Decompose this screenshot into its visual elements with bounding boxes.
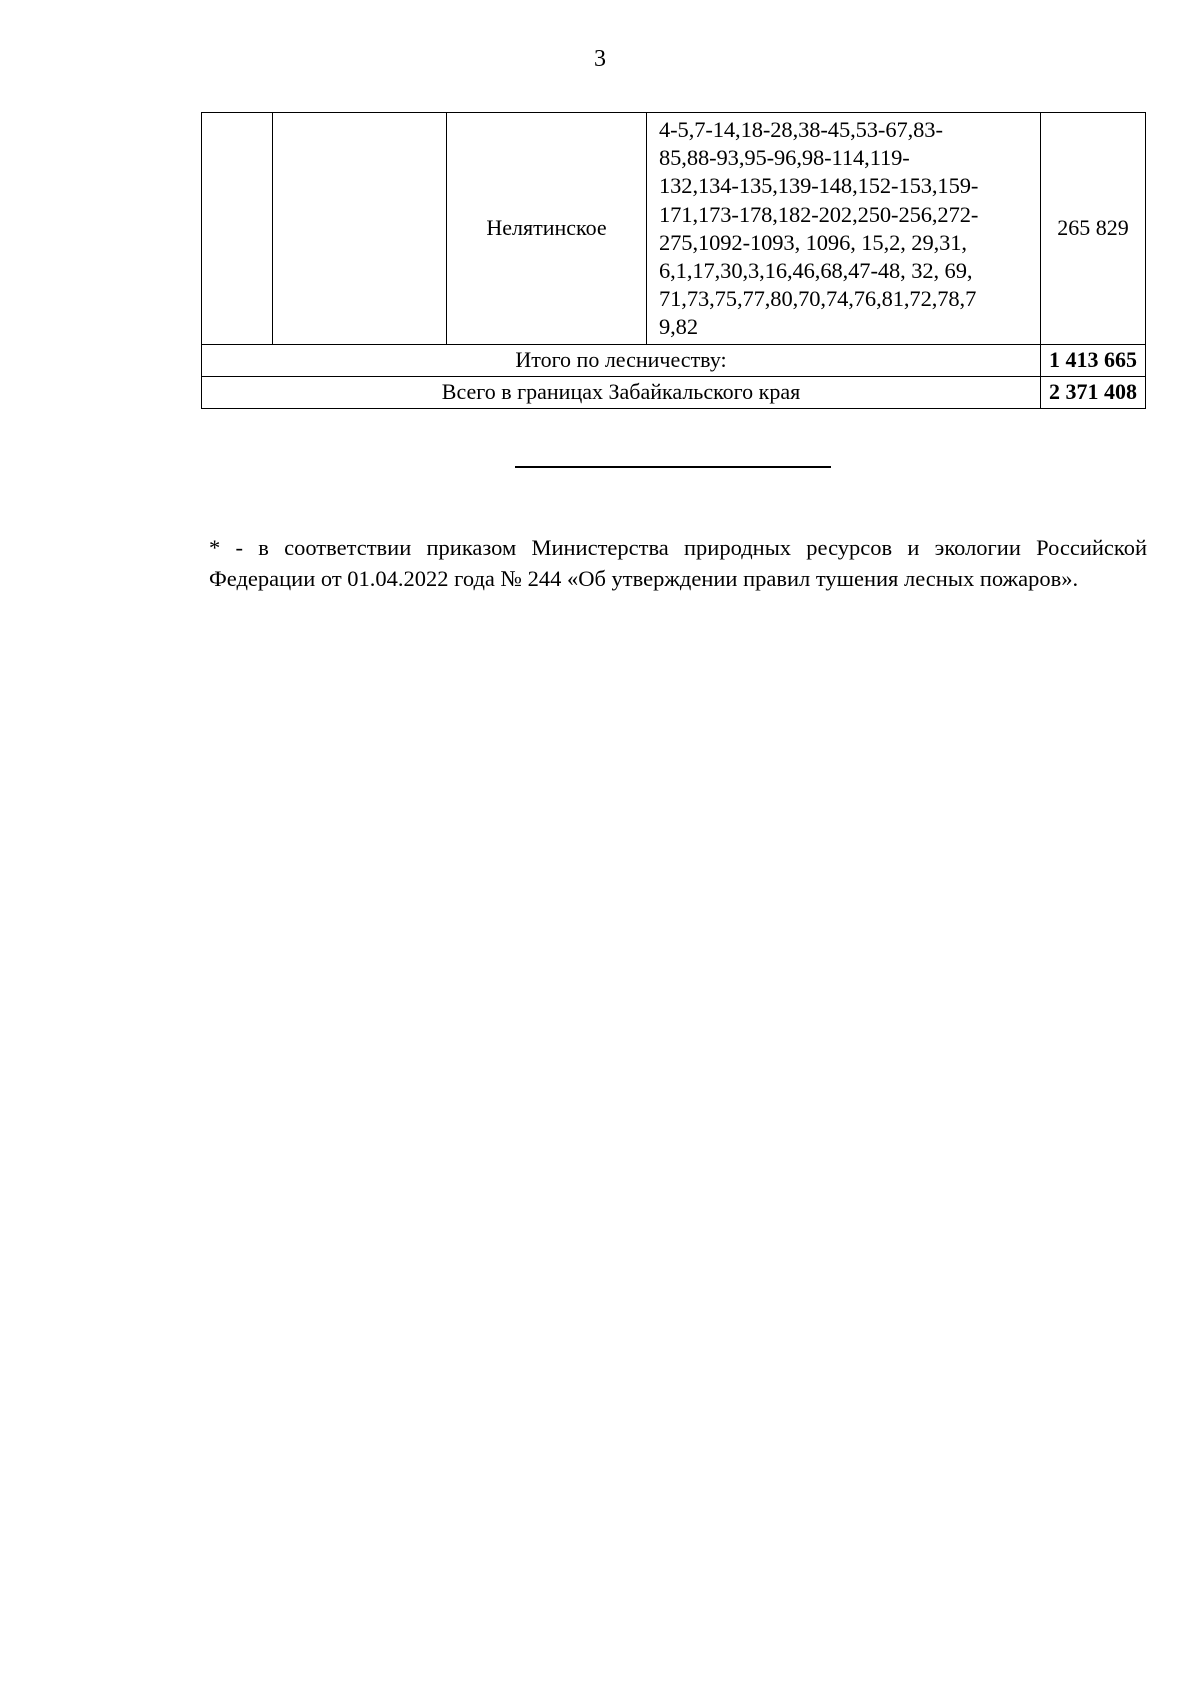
table-cell-forestry bbox=[273, 113, 447, 345]
region-total-row bbox=[202, 376, 1146, 408]
quarters-line: 85,88-93,95-96,98-114,119- bbox=[659, 145, 910, 171]
quarters-line: 9,82 bbox=[659, 314, 698, 340]
table-cell-area: 265 829 bbox=[1041, 113, 1146, 345]
separator-line bbox=[515, 466, 831, 468]
region-total-value: 2 371 408 bbox=[1041, 376, 1146, 408]
quarters-line: 275,1092-1093, 1096, 15,2, 29,31, bbox=[659, 229, 967, 255]
forestry-total-label: Итого по лесничеству: bbox=[202, 344, 1041, 376]
region-total-label: Всего в границах Забайкальского края bbox=[202, 376, 1041, 408]
footnote-line: * - в соответствии приказом Министерства природных ресурсов и экологии Российской bbox=[209, 535, 1147, 560]
footnote bbox=[209, 532, 1147, 594]
table-cell-number bbox=[202, 113, 273, 345]
forestry-table bbox=[201, 112, 1146, 409]
table-cell-quarters bbox=[647, 113, 1041, 345]
table-row bbox=[202, 113, 1146, 345]
quarters-line: 4-5,7-14,18-28,38-45,53-67,83- bbox=[659, 117, 943, 142]
table-cell-district: Нелятинское bbox=[447, 113, 647, 345]
quarters-line: 6,1,17,30,3,16,46,68,47-48, 32, 69, bbox=[659, 258, 973, 284]
forestry-total-row bbox=[202, 344, 1146, 376]
quarters-line: 171,173-178,182-202,250-256,272- bbox=[659, 201, 979, 227]
footnote-line: Федерации от 01.04.2022 года № 244 «Об утверждении правил тушения лесных пожаров». bbox=[209, 566, 1079, 591]
forestry-total-value: 1 413 665 bbox=[1041, 344, 1146, 376]
quarters-line: 71,73,75,77,80,70,74,76,81,72,78,7 bbox=[659, 286, 977, 312]
quarters-line: 132,134-135,139-148,152-153,159- bbox=[659, 173, 979, 199]
page-number: 3 bbox=[594, 46, 606, 72]
